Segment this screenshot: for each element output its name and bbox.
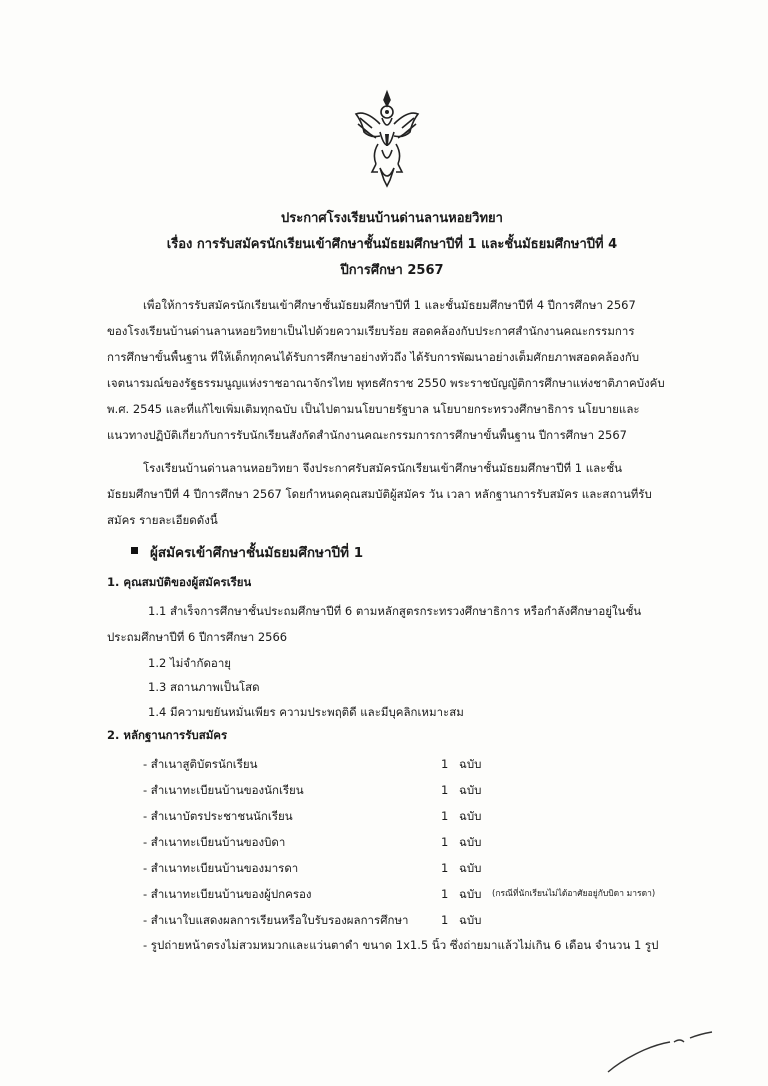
qualification-item: 1.3 สถานภาพเป็นโสด <box>148 680 260 694</box>
qualifications-heading: 1. คุณสมบัติของผู้สมัครเรียน <box>107 575 252 589</box>
document-qty: 1 <box>441 757 449 771</box>
document-unit: ฉบับ <box>459 809 482 823</box>
document-item <box>0 782 768 798</box>
document-unit: ฉบับ <box>459 783 482 797</box>
intro-line: โรงเรียนบ้านด่านลานหอยวิทยา จึงประกาศรับสมัครนักเรียนเข้าศึกษาชั้นมัธยมศึกษาปีที่ 1 และชั้น <box>143 461 623 475</box>
document-name: - สำเนาทะเบียนบ้านของมารดา <box>143 861 299 875</box>
intro-line: เพื่อให้การรับสมัครนักเรียนเข้าศึกษาชั้นมัธยมศึกษาปีที่ 1 และชั้นมัธยมศึกษาปีที่ 4 ปีการศึกษา 2567 <box>143 298 636 312</box>
photo-requirement: - รูปถ่ายหน้าตรงไม่สวมหมวกและแว่นตาดำ ขนาด 1x1.5 นิ้ว ซึ่งถ่ายมาแล้วไม่เกิน 6 เดือน จำนวน 1 รูป <box>143 938 659 952</box>
document-item <box>0 808 768 824</box>
intro-line: ของโรงเรียนบ้านด่านลานหอยวิทยาเป็นไปด้วยความเรียบร้อย สอดคล้องกับประกาศสำนักงานคณะกรรมการ <box>107 324 635 338</box>
document-qty: 1 <box>441 861 449 875</box>
intro-line: แนวทางปฏิบัติเกี่ยวกับการรับนักเรียนสังกัดสำนักงานคณะกรรมการการศึกษาขั้นพื้นฐาน ปีการศึกษา 2567 <box>107 428 627 442</box>
square-bullet-icon <box>131 547 138 554</box>
garuda-emblem-icon <box>352 88 422 188</box>
document-unit: ฉบับ <box>459 835 482 849</box>
document-unit: ฉบับ <box>459 861 482 875</box>
document-name: - สำเนาสูติบัตรนักเรียน <box>143 757 258 771</box>
document-item <box>0 834 768 850</box>
qualification-item: ประถมศึกษาปีที่ 6 ปีการศึกษา 2566 <box>107 630 288 644</box>
intro-line: พ.ศ. 2545 และที่แก้ไขเพิ่มเติมทุกฉบับ เป็นไปตามนโยบายรัฐบาล นโยบายกระทรวงศึกษาธิการ นโยบายและ <box>107 402 640 416</box>
section-title: ผู้สมัครเข้าศึกษาชั้นมัธยมศึกษาปีที่ 1 <box>150 545 364 561</box>
document-name: - สำเนาใบแสดงผลการเรียนหรือใบรับรองผลการศึกษา <box>143 913 409 927</box>
document-unit: ฉบับ <box>459 913 482 927</box>
documents-heading: 2. หลักฐานการรับสมัคร <box>107 728 228 742</box>
qualification-item: 1.1 สำเร็จการศึกษาชั้นประถมศึกษาปีที่ 6 ตามหลักสูตรกระทรวงศึกษาธิการ หรือกำลังศึกษาอยู่ในชั้น <box>148 604 642 618</box>
document-qty: 1 <box>441 913 449 927</box>
announcement-title: ประกาศโรงเรียนบ้านด่านลานหอยวิทยา <box>281 211 503 226</box>
document-name: - สำเนาทะเบียนบ้านของผู้ปกครอง <box>143 887 312 901</box>
intro-line: เจตนารมณ์ของรัฐธรรมนูญแห่งราชอาณาจักรไทย พุทธศักราช 2550 พระราชบัญญัติการศึกษาแห่งชาติภาคบังคับ <box>107 376 665 390</box>
document-unit: ฉบับ <box>459 887 482 901</box>
intro-line: สมัคร รายละเอียดดังนี้ <box>107 513 218 527</box>
document-qty: 1 <box>441 809 449 823</box>
intro-line: มัธยมศึกษาปีที่ 4 ปีการศึกษา 2567 โดยกำหนดคุณสมบัติผู้สมัคร วัน เวลา หลักฐานการรับสมัคร และสถานที่รับ <box>107 487 652 501</box>
document-name: - สำเนาบัตรประชาชนนักเรียน <box>143 809 293 823</box>
academic-year: ปีการศึกษา 2567 <box>340 263 444 278</box>
document-note: (กรณีที่นักเรียนไม่ได้อาศัยอยู่กับบิดา มารดา) <box>492 889 656 899</box>
document-qty: 1 <box>441 835 449 849</box>
document-qty: 1 <box>441 783 449 797</box>
document-name: - สำเนาทะเบียนบ้านของบิดา <box>143 835 286 849</box>
document-item <box>0 912 768 928</box>
document-name: - สำเนาทะเบียนบ้านของนักเรียน <box>143 783 304 797</box>
handwritten-signature-icon <box>600 1020 720 1080</box>
intro-line: การศึกษาขั้นพื้นฐาน ที่ให้เด็กทุกคนได้รับการศึกษาอย่างทั่วถึง ได้รับการพัฒนาอย่างเต็มศักยภาพสอดคล้องกับ <box>107 350 640 364</box>
document-qty: 1 <box>441 887 449 901</box>
document-item <box>0 860 768 876</box>
qualification-item: 1.2 ไม่จำกัดอายุ <box>148 656 232 670</box>
announcement-subject: เรื่อง การรับสมัครนักเรียนเข้าศึกษาชั้นมัธยมศึกษาปีที่ 1 และชั้นมัธยมศึกษาปีที่ 4 <box>166 237 618 252</box>
document-unit: ฉบับ <box>459 757 482 771</box>
qualification-item: 1.4 มีความขยันหมั่นเพียร ความประพฤติดี และมีบุคลิกเหมาะสม <box>148 705 464 719</box>
document-item <box>0 756 768 772</box>
document-item <box>0 886 768 902</box>
